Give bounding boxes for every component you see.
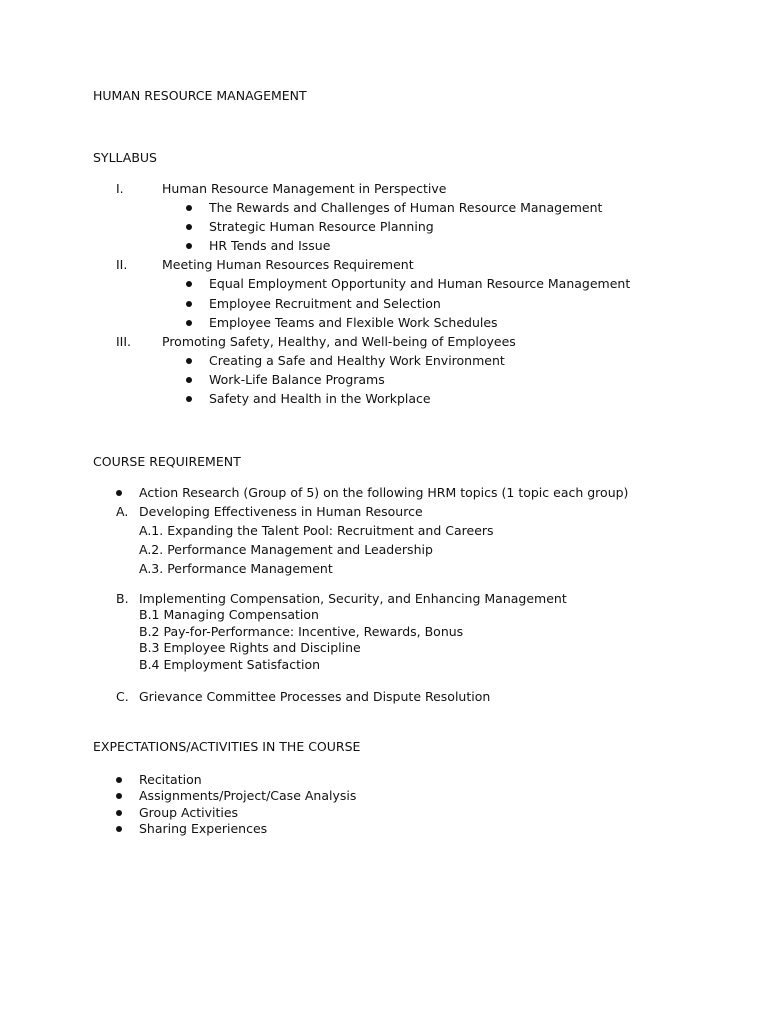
list-item: Assignments/Project/Case Analysis: [139, 788, 357, 803]
bullet-icon: [186, 243, 192, 249]
course-requirement-heading: COURSE REQUIREMENT: [93, 454, 241, 469]
group-letter: B.: [116, 591, 129, 606]
bullet-icon: [186, 396, 192, 402]
group-title: Grievance Committee Processes and Dispute Resolution: [139, 689, 491, 704]
bullet-icon: [186, 377, 192, 383]
list-item: Recitation: [139, 772, 202, 787]
bullet-icon: [186, 224, 192, 230]
bullet-icon: [116, 826, 122, 832]
section-title: Meeting Human Resources Requirement: [162, 257, 414, 272]
document-title: HUMAN RESOURCE MANAGEMENT: [93, 88, 307, 103]
group-title: Implementing Compensation, Security, and Enhancing Management: [139, 591, 567, 606]
list-item: Group Activities: [139, 805, 239, 820]
expectations-heading: EXPECTATIONS/ACTIVITIES IN THE COURSE: [93, 739, 361, 754]
section-numeral: I.: [116, 181, 124, 196]
bullet-icon: [116, 777, 122, 783]
list-item: Creating a Safe and Healthy Work Environment: [209, 353, 505, 368]
group-item: B.4 Employment Satisfaction: [139, 657, 321, 672]
bullet-icon: [186, 281, 192, 287]
group-title: Developing Effectiveness in Human Resource: [139, 504, 423, 519]
group-item: B.1 Managing Compensation: [139, 607, 319, 622]
list-item: Sharing Experiences: [139, 821, 268, 836]
bullet-icon: [116, 793, 122, 799]
list-item: Work-Life Balance Programs: [209, 372, 385, 387]
syllabus-heading: SYLLABUS: [93, 150, 157, 165]
bullet-icon: [186, 320, 192, 326]
group-item: B.3 Employee Rights and Discipline: [139, 640, 361, 655]
section-title: Promoting Safety, Healthy, and Well-being of Employees: [162, 334, 516, 349]
bullet-icon: [186, 205, 192, 211]
list-item: Employee Recruitment and Selection: [209, 296, 441, 311]
list-item: HR Tends and Issue: [209, 238, 331, 253]
group-letter: C.: [116, 689, 129, 704]
group-item: B.2 Pay-for-Performance: Incentive, Rewards, Bonus: [139, 624, 464, 639]
section-numeral: II.: [116, 257, 128, 272]
list-item: The Rewards and Challenges of Human Resource Management: [209, 200, 603, 215]
bullet-icon: [116, 490, 122, 496]
group-letter: A.: [116, 504, 129, 519]
requirement-intro: Action Research (Group of 5) on the following HRM topics (1 topic each group): [139, 485, 629, 500]
group-item: A.3. Performance Management: [139, 561, 333, 576]
list-item: Safety and Health in the Workplace: [209, 391, 431, 406]
section-title: Human Resource Management in Perspective: [162, 181, 447, 196]
bullet-icon: [186, 358, 192, 364]
list-item: Employee Teams and Flexible Work Schedules: [209, 315, 498, 330]
list-item: Equal Employment Opportunity and Human Resource Management: [209, 276, 631, 291]
list-item: Strategic Human Resource Planning: [209, 219, 434, 234]
bullet-icon: [116, 810, 122, 816]
section-numeral: III.: [116, 334, 132, 349]
bullet-icon: [186, 301, 192, 307]
group-item: A.2. Performance Management and Leadership: [139, 542, 433, 557]
group-item: A.1. Expanding the Talent Pool: Recruitment and Careers: [139, 523, 494, 538]
